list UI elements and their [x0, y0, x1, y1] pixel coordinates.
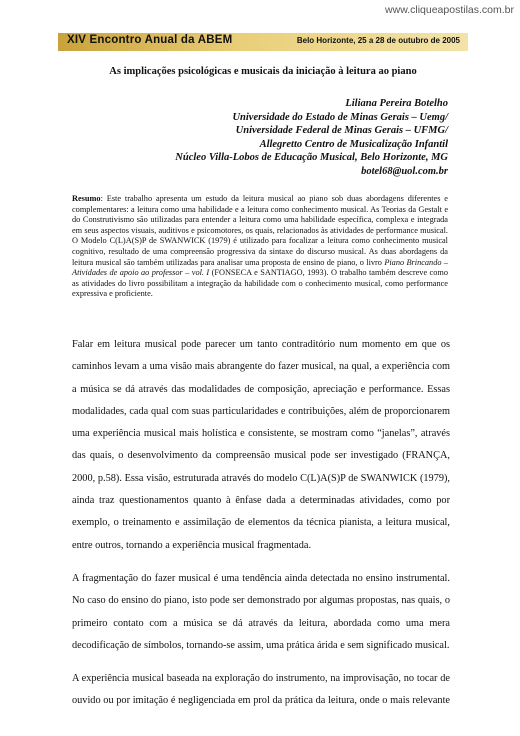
conference-location-date: Belo Horizonte, 25 a 28 de outubro de 2005 [296, 36, 460, 45]
abstract-text-2: (FONSECA e SANTIAGO, 1993). O trabalho também descreve como as atividades do livro possibilitam a integração da habilidade com o conhecimento musical, como performance expressiva e proficiente. [72, 268, 448, 299]
author-affiliation-3: Allegretto Centro de Musicalização Infantil [259, 138, 448, 150]
conference-header [58, 33, 468, 51]
paper-title: As implicações psicológicas e musicais da iniciação à leitura ao piano [109, 66, 417, 77]
abstract [72, 194, 448, 300]
author-affiliation-4: Núcleo Villa-Lobos de Educação Musical, Belo Horizonte, MG [175, 152, 448, 164]
abstract-text-1: : Este trabalho apresenta um estudo da leitura musical ao piano sob duas abordagens diferentes e complementares: a leitura como uma habilidade e a leitura como conhecimento musical. As Teorias da Gestalt e do Construtivismo são utilizadas para entender a leitura como uma habilidade específica, complexa e integrada em seus aspectos visuais, auditivos e psicomotores, os quais, relacionados às atividades de performance musical. O Modelo C(L)A(S)P de SWANWICK (1979) é utilizado para focalizar a leitura como conhecimento musical cognitivo, resultado de uma compreensão progressiva da sintaxe do discurso musical. As duas abordagens da leitura musical são também utilizadas para analisar uma proposta de ensino de piano, o livro [72, 194, 448, 267]
abstract-book-title: Piano Brincando – Atividades de apoio ao professor – vol. I [72, 257, 448, 278]
body-text [72, 334, 450, 713]
author-email[interactable]: botel68@uol.com.br [361, 165, 448, 177]
body-paragraph-1: Falar em leitura musical pode parecer um tanto contraditório num momento em que os caminhos levam a uma visão mais abrangente do fazer musical, na qual, a experiência com a música se dá através das modalidades de composição, apreciação e performance. Essas modalidades, cada qual com suas particularidades e contribuições, além de proporcionarem uma experiência musical mais holística e consistente, se mostram como “janelas”, através das quais, o desenvolvimento da compreensão musical pode ser investigado (FRANÇA, 2000, p.58). Essa visão, estruturada através do modelo C(L)A(S)P de SWANWICK (1979), ainda traz questionamentos quanto à ênfase dada a determinadas atividades, como por exemplo, o treinamento e assimilação de elementos da técnica pianista, a leitura musical, entre outros, tornando a experiência musical fragmentada. [72, 339, 450, 551]
abstract-label: Resumo [72, 194, 101, 203]
author-affiliation-1: Universidade do Estado de Minas Gerais – Uemg/ [232, 111, 448, 123]
conference-name: XIV Encontro Anual da ABEM [67, 34, 233, 46]
watermark-url[interactable]: www.cliqueapostilas.com.br [385, 4, 514, 16]
author-affiliation-2: Universidade Federal de Minas Gerais – UFMG/ [235, 125, 448, 137]
author-name: Liliana Pereira Botelho [345, 98, 448, 109]
body-paragraph-3: A experiência musical baseada na exploração do instrumento, na improvisação, no tocar de ouvido ou por imitação é negligenciada em prol da prática da leitura, onde o mais relevante [72, 673, 450, 707]
author-block [175, 97, 448, 179]
body-paragraph-2: A fragmentação do fazer musical é uma tendência ainda detectada no ensino instrumental. No caso do ensino do piano, isto pode ser demonstrado por algumas propostas, nas quais, o primeiro contato com a música se dá através da leitura, abordada como uma mera decodificação de símbolos, tornando-se assim, uma prática árida e sem significado musical. [72, 572, 450, 651]
